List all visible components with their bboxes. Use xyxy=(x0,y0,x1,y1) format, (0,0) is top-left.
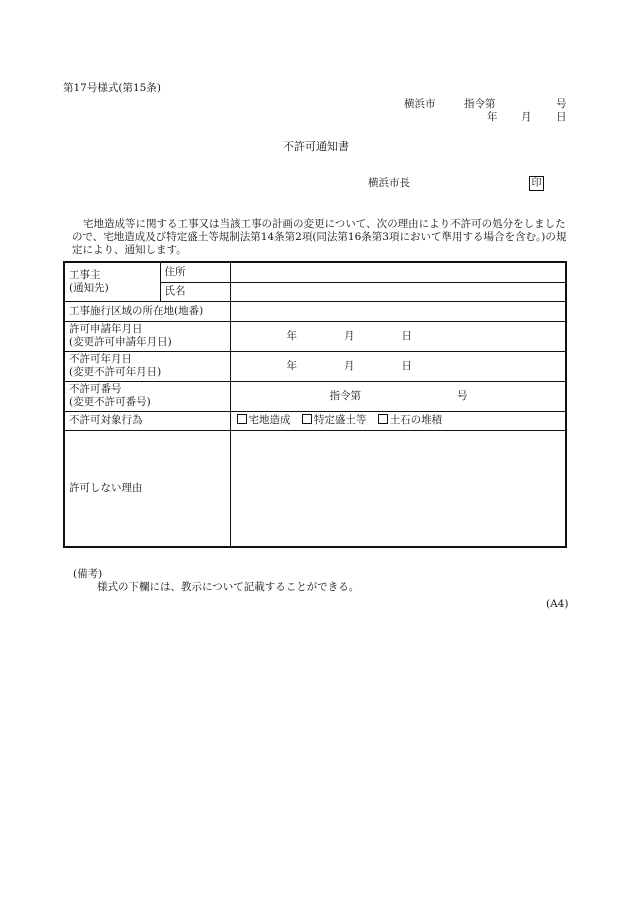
date-year: 年 xyxy=(286,359,297,372)
header-month: 月 xyxy=(521,111,532,123)
denial-number-label-line1: 不許可番号 xyxy=(69,383,122,395)
checkbox-residential[interactable] xyxy=(237,414,291,426)
application-date-field[interactable] xyxy=(230,321,566,351)
location-label: 工事施行区域の所在地(地番) xyxy=(64,301,230,321)
denial-date-label-line2: (変更不許可年月日) xyxy=(69,366,162,378)
table-row xyxy=(64,262,566,282)
checkbox-soil[interactable] xyxy=(378,414,443,426)
header-designation: 指令第 xyxy=(464,98,496,110)
denial-date-field[interactable] xyxy=(230,351,566,381)
denial-date-label xyxy=(64,351,230,381)
document-title: 不許可通知書 xyxy=(283,140,349,153)
date-day: 日 xyxy=(401,329,412,342)
notes-text: 様式の下欄には、教示について記載することができる。 xyxy=(97,581,360,593)
reason-field[interactable] xyxy=(230,430,566,547)
form-number: 第17号様式(第15条) xyxy=(63,82,161,94)
option-label: 特定盛土等 xyxy=(313,414,367,426)
table-row xyxy=(64,381,566,411)
denial-number-suffix: 号 xyxy=(457,389,468,402)
date-month: 月 xyxy=(344,329,355,342)
body-paragraph: 宅地造成等に関する工事又は当該工事の計画の変更について、次の理由により不許可の処分をしましたので、宅地造成及び特定盛土等規制法第14条第2項(同法第16条第3項において準用する場合を含む。)の規定により、通知します。 xyxy=(72,218,567,256)
header-year: 年 xyxy=(487,111,498,123)
header-city: 横浜市 xyxy=(404,98,436,110)
header-day: 日 xyxy=(556,111,567,123)
date-year: 年 xyxy=(286,329,297,342)
table-row xyxy=(64,321,566,351)
address-field[interactable] xyxy=(230,262,566,282)
table-row xyxy=(64,351,566,381)
owner-label-line2: (通知先) xyxy=(69,281,109,294)
denial-number-field[interactable] xyxy=(230,381,566,411)
table-row xyxy=(64,301,566,321)
denial-number-label xyxy=(64,381,230,411)
owner-label-line1: 工事主 xyxy=(69,268,101,281)
notice-table xyxy=(63,261,567,548)
notes-heading: (備考) xyxy=(73,568,103,580)
checkbox-icon xyxy=(237,414,247,424)
reason-label: 許可しない理由 xyxy=(64,430,230,547)
application-date-label-line1: 許可申請年月日 xyxy=(69,323,143,335)
location-field[interactable] xyxy=(230,301,566,321)
denial-date-label-line1: 不許可年月日 xyxy=(69,353,132,365)
address-label: 住所 xyxy=(160,262,230,282)
table-row xyxy=(64,411,566,430)
target-options xyxy=(230,411,566,430)
target-label: 不許可対象行為 xyxy=(64,411,230,430)
checkbox-icon xyxy=(378,414,388,424)
owner-label xyxy=(64,262,160,301)
name-field[interactable] xyxy=(230,282,566,301)
date-day: 日 xyxy=(401,359,412,372)
application-date-label xyxy=(64,321,230,351)
checkbox-icon xyxy=(302,414,312,424)
paper-size: (A4) xyxy=(546,598,569,610)
option-label: 宅地造成 xyxy=(248,414,291,426)
issuer-name: 横浜市長 xyxy=(368,177,410,189)
date-month: 月 xyxy=(344,359,355,372)
denial-number-prefix: 指令第 xyxy=(329,389,361,402)
checkbox-fill[interactable] xyxy=(302,414,367,426)
seal-mark: 印 xyxy=(529,176,544,191)
name-label: 氏名 xyxy=(160,282,230,301)
table-row xyxy=(64,430,566,547)
header-number-suffix: 号 xyxy=(556,98,567,110)
denial-number-label-line2: (変更不許可番号) xyxy=(69,396,151,408)
option-label: 土石の堆積 xyxy=(389,414,443,426)
application-date-label-line2: (変更許可申請年月日) xyxy=(69,336,172,348)
